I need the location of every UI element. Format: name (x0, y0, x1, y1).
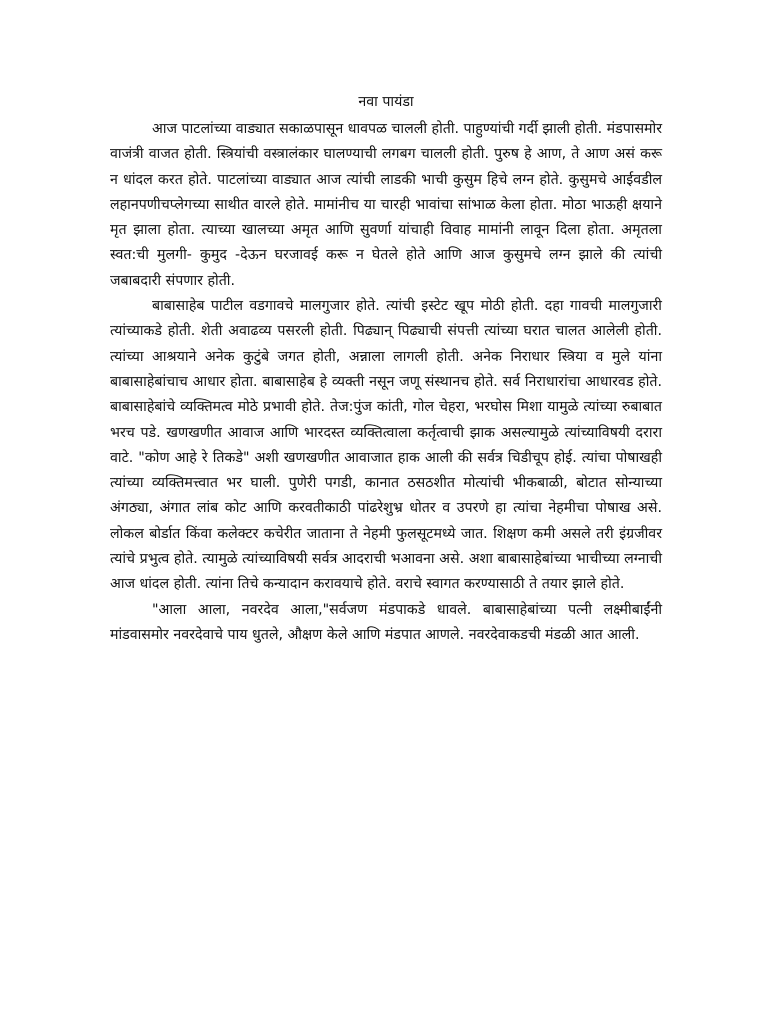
document-title: नवा पायंडा (358, 94, 414, 110)
paragraph-1: आज पाटलांच्या वाड्यात सकाळपासून धावपळ चालली होती. पाहुण्यांची गर्दी झाली होती. मंडपासमोर वाजंत्री वाजत होती. स्त्रियांची वस्त्रालंकार घालण्याची लगबग चालली होती. पुरुष हे आण, ते आण असं करू न धांदल करत होते. पाटलांच्या वाड्यात आज त्यांची लाडकी भाची कुसुम हिचे लग्न होते. कुसुमचे आईवडील लहानपणीचप्लेगच्या साथीत वारले होते. मामांनीच या चारही भावांचा सांभाळ केला होता. मोठा भाऊही क्षयाने मृत झाला होता. त्याच्या खालच्या अमृत आणि सुवर्णा यांचाही विवाह मामांनी लावून दिला होता. अमृतला स्वत:ची मुलगी- कुमुद -देऊन घरजावई करू न घेतले होते आणि आज कुसुमचे लग्न झाले की त्यांची जबाबदारी संपणार होती. (110, 121, 662, 289)
paragraph-2: बाबासाहेब पाटील वडगावचे मालगुजार होते. त्यांची इस्टेट खूप मोठी होती. दहा गावची मालगुजारी त्यांच्याकडे होती. शेती अवाढव्य पसरली होती. पिढ्यान् पिढ्याची संपत्ती त्यांच्या घरात चालत आलेली होती. त्यांच्या आश्रयाने अनेक कुटुंबे जगत होती, अन्नाला लागली होती. अनेक निराधार स्त्रिया व मुले यांना बाबासाहेबांचाच आधार होता. बाबासाहेब हे व्यक्ती नसून जणू संस्थानच होते. सर्व निराधारांचा आधारवड होते. बाबासाहेबांचे व्यक्तिमत्व मोठे प्रभावी होते. तेज:पुंज कांती, गोल चेहरा, भरघोस मिशा यामुळे त्यांच्या रुबाबात भरच पडे. खणखणीत आवाज आणि भारदस्त व्यक्तित्वाला कर्तृत्वाची झाक असल्यामुळे त्यांच्याविषयी दरारा वाटे. "कोण आहे रे तिकडे" अशी खणखणीत आवाजात हाक आली की सर्वत्र चिडीचूप होई. त्यांचा पोषाखही त्यांच्या व्यक्तिमत्त्वात भर घाली. पुणेरी पगडी, कानात ठसठशीत मोत्यांची भीकबाळी, बोटात सोन्याच्या अंगठ्या, अंगात लांब कोट आणि करवतीकाठी पांढरेशुभ्र धोतर व उपरणे हा त्यांचा नेहमीचा पोषाख असे. लोकल बोर्डात किंवा कलेक्टर कचेरीत जाताना ते नेहमी फुलसूटमध्ये जात. शिक्षण कमी असले तरी इंग्रजीवर त्यांचे प्रभुत्व होते. त्यामुळे त्यांच्याविषयी सर्वत्र आदराची भआवना असे. अशा बाबासाहेबांच्या भाचीच्या लग्नाची आज धांदल होती. त्यांना तिचे कन्यादान करावयाचे होते. वराचे स्वागत करण्यासाठी ते तयार झाले होते. (110, 298, 662, 593)
document-page (110, 90, 662, 648)
paragraph-3: "आला आला, नवरदेव आला,"सर्वजण मंडपाकडे धावले. बाबासाहेबांच्या पत्नी लक्ष्मीबाईंनी मांडवासमोर नवरदेवाचे पाय धुतले, औक्षण केले आणि मंडपात आणले. नवरदेवाकडची मंडळी आत आली. (110, 601, 662, 643)
